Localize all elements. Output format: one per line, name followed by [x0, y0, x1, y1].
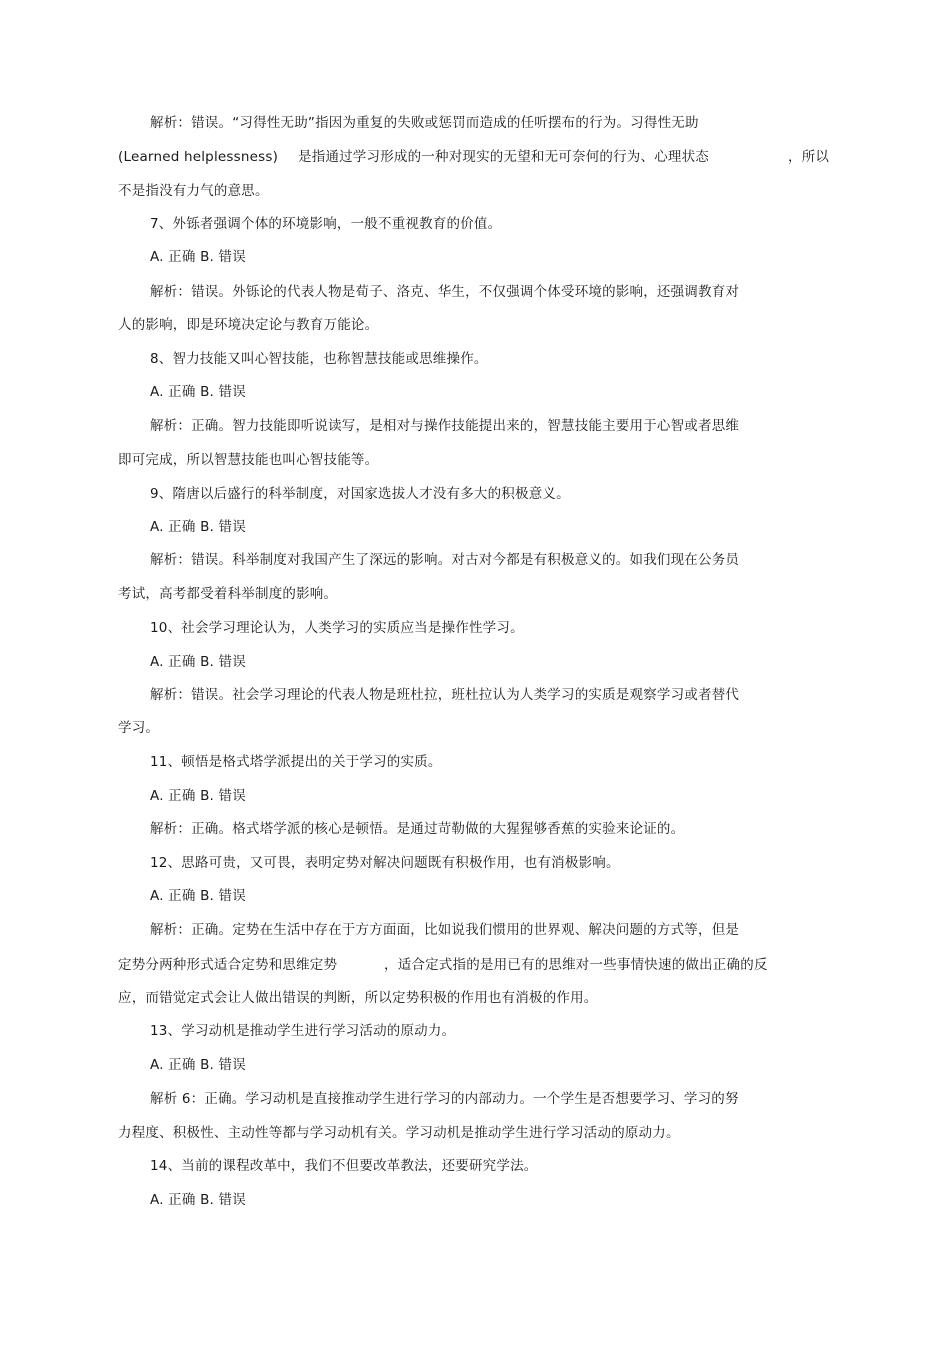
paragraph-line: 解析 6：正确。学习动机是直接推动学生进行学习的内部动力。一个学生是否想要学习、学习的努: [150, 1091, 739, 1107]
question-stem: 12、思路可贵，又可畏，表明定势对解决问题既有积极作用，也有消极影响。: [150, 855, 620, 871]
paragraph-line: ，适合定式指的是用已有的思维对一些事情快速的做出正确的反: [384, 957, 768, 973]
answer-options: A. 正确 B. 错误: [150, 654, 246, 670]
paragraph-line: 是指通过学习形成的一种对现实的无望和无可奈何的行为、心理状态: [298, 149, 709, 165]
paragraph-line: 力程度、积极性、主动性等都与学习动机有关。学习动机是推动学生进行学习活动的原动力。: [118, 1125, 680, 1141]
answer-options: A. 正确 B. 错误: [150, 788, 246, 804]
question-stem: 9、隋唐以后盛行的科举制度，对国家选拔人才没有多大的积极意义。: [150, 486, 570, 502]
paragraph-line: 解析：错误。社会学习理论的代表人物是班杜拉，班杜拉认为人类学习的实质是观察学习或者替代: [150, 687, 740, 703]
paragraph-line: ，所以: [788, 149, 830, 165]
question-stem: 14、当前的课程改革中，我们不但要改革教法，还要研究学法。: [150, 1158, 538, 1174]
paragraph-line: 解析：正确。格式塔学派的核心是顿悟。是通过苛勒做的大猩猩够香蕉的实验来论证的。: [150, 821, 685, 837]
paragraph-line: 考试，高考都受着科举制度的影响。: [118, 586, 338, 602]
paragraph-line: 应，而错觉定式会让人做出错误的判断，所以定势积极的作用也有消极的作用。: [118, 990, 598, 1006]
question-stem: 7、外铄者强调个体的环境影响，一般不重视教育的价值。: [150, 216, 502, 232]
answer-options: A. 正确 B. 错误: [150, 1057, 246, 1073]
question-stem: 10、社会学习理论认为，人类学习的实质应当是操作性学习。: [150, 620, 524, 636]
paragraph-line: 解析：正确。智力技能即听说读写，是相对与操作技能提出来的，智慧技能主要用于心智或者思维: [150, 418, 740, 434]
paragraph-line: 不是指没有力气的意思。: [118, 183, 269, 199]
answer-options: A. 正确 B. 错误: [150, 1192, 246, 1208]
answer-options: A. 正确 B. 错误: [150, 888, 246, 904]
paragraph-line: 解析：错误。“习得性无助”指因为重复的失败或惩罚而造成的任听摆布的行为。习得性无助: [150, 115, 699, 131]
question-stem: 11、顿悟是格式塔学派提出的关于学习的实质。: [150, 754, 442, 770]
question-stem: 13、学习动机是推动学生进行学习活动的原动力。: [150, 1023, 456, 1039]
paragraph-line: 解析：正确。定势在生活中存在于方方面面，比如说我们惯用的世界观、解决问题的方式等，但是: [150, 922, 740, 938]
paragraph-line: 定势分两种形式适合定势和思维定势: [118, 957, 338, 973]
question-stem: 8、智力技能又叫心智技能，也称智慧技能或思维操作。: [150, 351, 488, 367]
answer-options: A. 正确 B. 错误: [150, 384, 246, 400]
answer-options: A. 正确 B. 错误: [150, 519, 246, 535]
paragraph-line: 即可完成，所以智慧技能也叫心智技能等。: [118, 452, 379, 468]
paragraph-line: 解析：错误。外铄论的代表人物是荀子、洛克、华生，不仅强调个体受环境的影响，还强调教育对: [150, 284, 740, 300]
answer-options: A. 正确 B. 错误: [150, 249, 246, 265]
paragraph-line: 解析：错误。科举制度对我国产生了深远的影响。对古对今都是有积极意义的。如我们现在公务员: [150, 552, 740, 568]
paragraph-line: (Learned helplessness): [118, 149, 279, 165]
paragraph-line: 人的影响，即是环境决定论与教育万能论。: [118, 317, 379, 333]
paragraph-line: 学习。: [118, 720, 160, 736]
